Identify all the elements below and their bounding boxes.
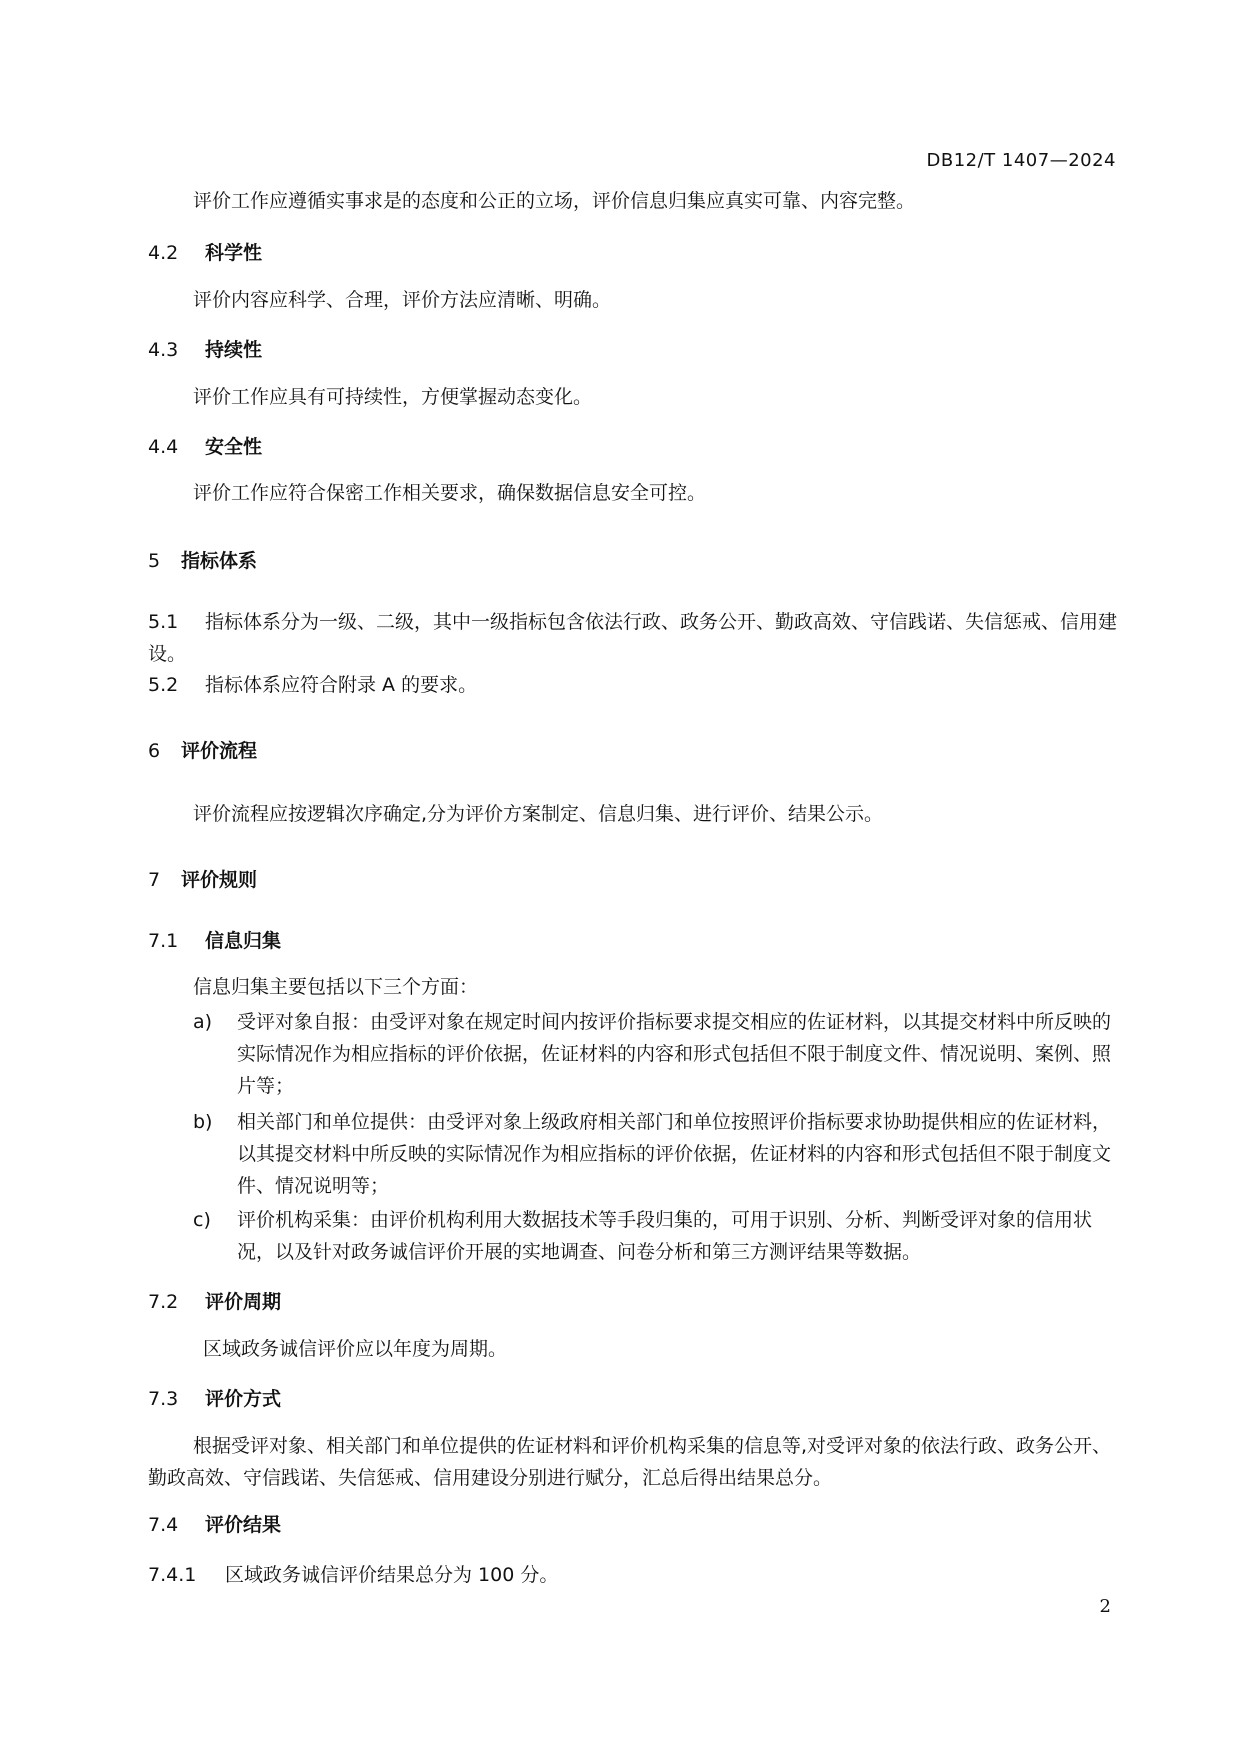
section-heading-7 — [148, 865, 257, 895]
section-title: 评价结果 — [205, 1514, 282, 1536]
section-heading-4-4 — [148, 432, 262, 462]
clause-number: 7.4.1 — [148, 1564, 197, 1586]
clause-text: 指标体系应符合附录 A 的要求。 — [205, 674, 478, 696]
section-heading-4-2 — [148, 238, 262, 268]
section-number: 7.2 — [148, 1291, 179, 1313]
paragraph: 信息归集主要包括以下三个方面： — [193, 976, 479, 998]
section-title: 评价方式 — [205, 1388, 282, 1410]
section-number: 6 — [148, 740, 161, 762]
section-title: 持续性 — [205, 339, 263, 361]
section-heading-7-4 — [148, 1510, 281, 1540]
section-number: 4.4 — [148, 436, 179, 458]
section-title: 评价周期 — [205, 1291, 282, 1313]
paragraph: 根据受评对象、相关部门和单位提供的佐证材料和评价机构采集的信息等,对受评对象的依法行政、政务公开、勤政高效、守信践诺、失信惩戒、信用建设分别进行赋分，汇总后得出结果总分。 — [148, 1435, 1112, 1489]
section-number: 4.3 — [148, 339, 179, 361]
page-number: 2 — [1099, 1596, 1111, 1617]
list-marker: a) — [193, 1011, 213, 1033]
section-title: 评价流程 — [181, 740, 258, 762]
section-title: 评价规则 — [181, 869, 258, 891]
list-marker: c) — [193, 1209, 211, 1231]
section-title: 信息归集 — [205, 930, 282, 952]
list-text: 评价机构采集：由评价机构利用大数据技术等手段归集的，可用于识别、分析、判断受评对象的信用状况，以及针对政务诚信评价开展的实地调查、问卷分析和第三方测评结果等数据。 — [237, 1209, 1093, 1263]
clause-text: 区域政务诚信评价结果总分为 100 分。 — [225, 1564, 559, 1586]
section-heading-5 — [148, 546, 257, 576]
section-heading-4-3 — [148, 335, 262, 365]
clause-number: 5.1 — [148, 611, 179, 633]
section-number: 7.3 — [148, 1388, 179, 1410]
standard-number: DB12/T 1407—2024 — [926, 150, 1116, 171]
paragraph: 评价工作应遵循实事求是的态度和公正的立场，评价信息归集应真实可靠、内容完整。 — [193, 190, 916, 212]
section-heading-7-2 — [148, 1287, 281, 1317]
list-text: 相关部门和单位提供：由受评对象上级政府相关部门和单位按照评价指标要求协助提供相应的佐证材料，以其提交材料中所反映的实际情况作为相应指标的评价依据，佐证材料的内容和形式包括但不限于制度文件、情况说明等； — [237, 1111, 1112, 1197]
paragraph: 评价内容应科学、合理，评价方法应清晰、明确。 — [193, 289, 612, 311]
list-marker: b) — [193, 1111, 213, 1133]
clause-text: 指标体系分为一级、二级，其中一级指标包含依法行政、政务公开、勤政高效、守信践诺、失信惩戒、信用建设。 — [148, 611, 1118, 665]
clause-5-2 — [148, 669, 1121, 701]
section-heading-6 — [148, 736, 257, 766]
section-number: 7 — [148, 869, 161, 891]
clause-number: 5.2 — [148, 674, 179, 696]
section-number: 4.2 — [148, 242, 179, 264]
section-title: 指标体系 — [181, 550, 258, 572]
list-text: 受评对象自报：由受评对象在规定时间内按评价指标要求提交相应的佐证材料，以其提交材料中所反映的实际情况作为相应指标的评价依据，佐证材料的内容和形式包括但不限于制度文件、情况说明、案例、照片等； — [237, 1011, 1112, 1097]
section-title: 科学性 — [205, 242, 263, 264]
section-title: 安全性 — [205, 436, 263, 458]
clause-5-1 — [148, 606, 1121, 670]
section-number: 7.4 — [148, 1514, 179, 1536]
paragraph: 评价工作应具有可持续性，方便掌握动态变化。 — [193, 386, 593, 408]
section-heading-7-1 — [148, 926, 281, 956]
paragraph: 评价工作应符合保密工作相关要求，确保数据信息安全可控。 — [193, 482, 707, 504]
paragraph: 区域政务诚信评价应以年度为周期。 — [203, 1338, 508, 1360]
section-number: 7.1 — [148, 930, 179, 952]
section-number: 5 — [148, 550, 161, 572]
paragraph: 评价流程应按逻辑次序确定,分为评价方案制定、信息归集、进行评价、结果公示。 — [193, 803, 884, 825]
clause-7-4-1 — [148, 1559, 1121, 1591]
section-heading-7-3 — [148, 1384, 281, 1414]
